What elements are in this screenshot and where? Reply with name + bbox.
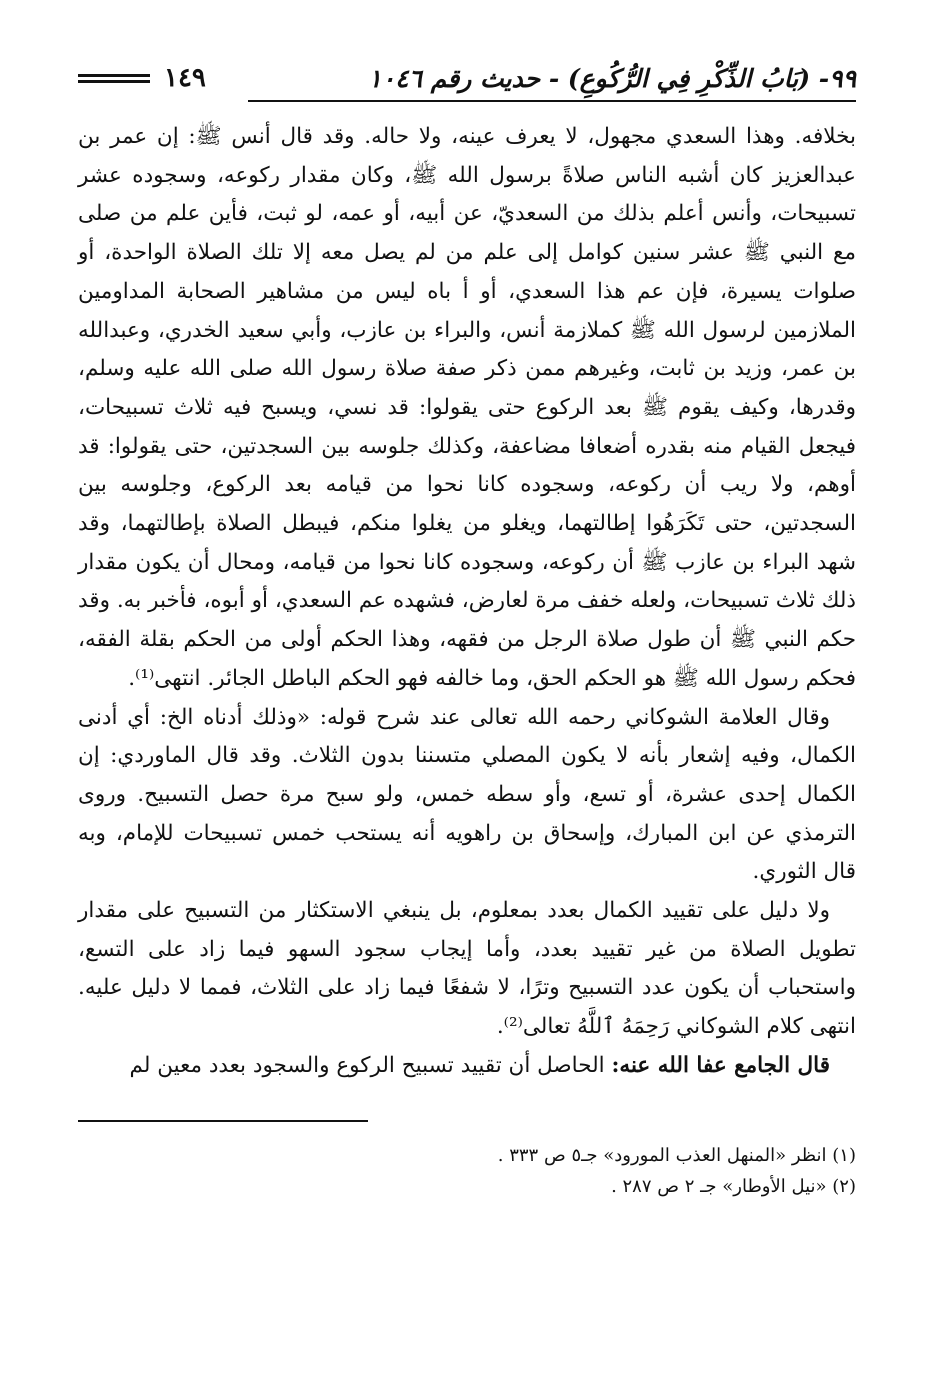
compiler-statement-lead: قال الجامع عفا الله عنه: [611, 1052, 830, 1078]
running-header [78, 58, 856, 98]
paragraph-1: بخلافه. وهذا السعدي مجهول، لا يعرف عينه، ولا حاله. وقد قال أنس ﷺ: إن عمر بن عبدالعزيز كان أشبه الناس صلاةً برسول الله ﷺ، وكان مقدار ركوعه، وسجوده عشر تسبيحات، وأنس أعلم بذلك من السعديّ، عن أبيه، أو عمه، لو ثبت، فأين علم من صلى مع النبي ﷺ عشر سنين كوامل إلى علم من لم يصل معه إلا تلك الصلاة الواحدة، أو صلوات يسيرة، فإن عم هذا السعدي، أو أ باه ليس من مشاهير الصحابة المداومين الملازمين لرسول الله ﷺ كملازمة أنس، والبراء بن عازب، وأبي سعيد الخدري، وعبدالله بن عمر، وزيد بن ثابت، وغيرهم ممن ذكر صفة صلاة رسول الله صلى الله عليه وسلم، وقدرها، وكيف يقوم ﷺ بعد الركوع حتى يقولوا: قد نسي، ويسبح فيه ثلاث تسبيحات، فيجعل القيام منه بقدره أضعافا مضاعفة، وكذلك جلوسه بين السجدتين، حتى يقولوا: قد أوهم، ولا ريب أن ركوعه، وسجوده كانا نحوا من قيامه بعد الركوع، وجلوسه بين السجدتين، حتى تَكَرَهُوا إطالتهما، ويغلو من يغلوا منكم، فيبطل الصلاة بإطالتهما، وقد شهد البراء بن عازب ﷺ أن ركوعه، وسجوده كانا نحوا من قيامه، ومحال أن يكون مقدار ذلك ثلاث تسبيحات، ولعله خفف مرة لعارض، فشهده عم السعدي، أو أبوه، فأخبر به. وقد حكم النبي ﷺ أن طول صلاة الرجل من فقهه، وهذا الحكم أولى من الحكم بقلة الفقه، فحكم رسول الله ﷺ هو الحكم الحق، وما خالفه فهو الحكم الباطل الجائر. انتهى⁽¹⁾. [78, 124, 857, 691]
footnote-separator [78, 1120, 368, 1122]
paragraph-4 [78, 1047, 856, 1086]
page-number: ١٤٩ [164, 63, 206, 93]
compiler-statement-text: الحاصل أن تقييد تسبيح الركوع والسجود بعدد معين لم [129, 1052, 612, 1078]
double-rule-ornament [78, 74, 150, 83]
paragraph-2: وقال العلامة الشوكاني رحمه الله تعالى عند شرح قوله: «وذلك أدناه الخ: أي أدنى الكمال، وفيه إشعار بأنه لا يكون المصلي متسننا بدون الثلاث. وقد قال الماوردي: إن الكمال إحدى عشرة، أو تسع، وأو سطه خمس، ولو سبح مرة حصل التسبيح. وروى الترمذي عن ابن المبارك، وإسحاق بن راهويه أنه يستحب خمس تسبيحات للإمام، وبه قال الثوري. [78, 704, 856, 885]
footnotes [78, 1140, 856, 1202]
chapter-title: ٩٩- (بَابُ الذِّكْرِ فِي الرُّكُوعِ) - حديث رقم ١٠٤٦ [368, 63, 856, 93]
paragraph-3: ولا دليل على تقييد الكمال بعدد بمعلوم، بل ينبغي الاستكثار من التسبيح على مقدار تطويل الصلاة من غير تقييد بعدد، وأما إيجاب سجود السهو فيما زاد على التسع، واستحباب أن يكون عدد التسبيح وترًا، لا شفعًا فيما زاد على الثلاث، فمما لا دليل عليه. انتهى كلام الشوكاني رَحِمَهُ ٱللَّهُ تعالى⁽²⁾. [78, 898, 856, 1040]
page [78, 58, 856, 1202]
page-number-group [78, 63, 206, 93]
header-rule [248, 100, 856, 102]
footnote-2: (٢) «نيل الأوطار» جـ ٢ ص ٢٨٧ . [611, 1175, 856, 1197]
footnote-1: (١) انظر «المنهل العذب المورود» جـ٥ ص ٣٣٣ . [497, 1144, 856, 1166]
body-text [78, 118, 856, 1086]
